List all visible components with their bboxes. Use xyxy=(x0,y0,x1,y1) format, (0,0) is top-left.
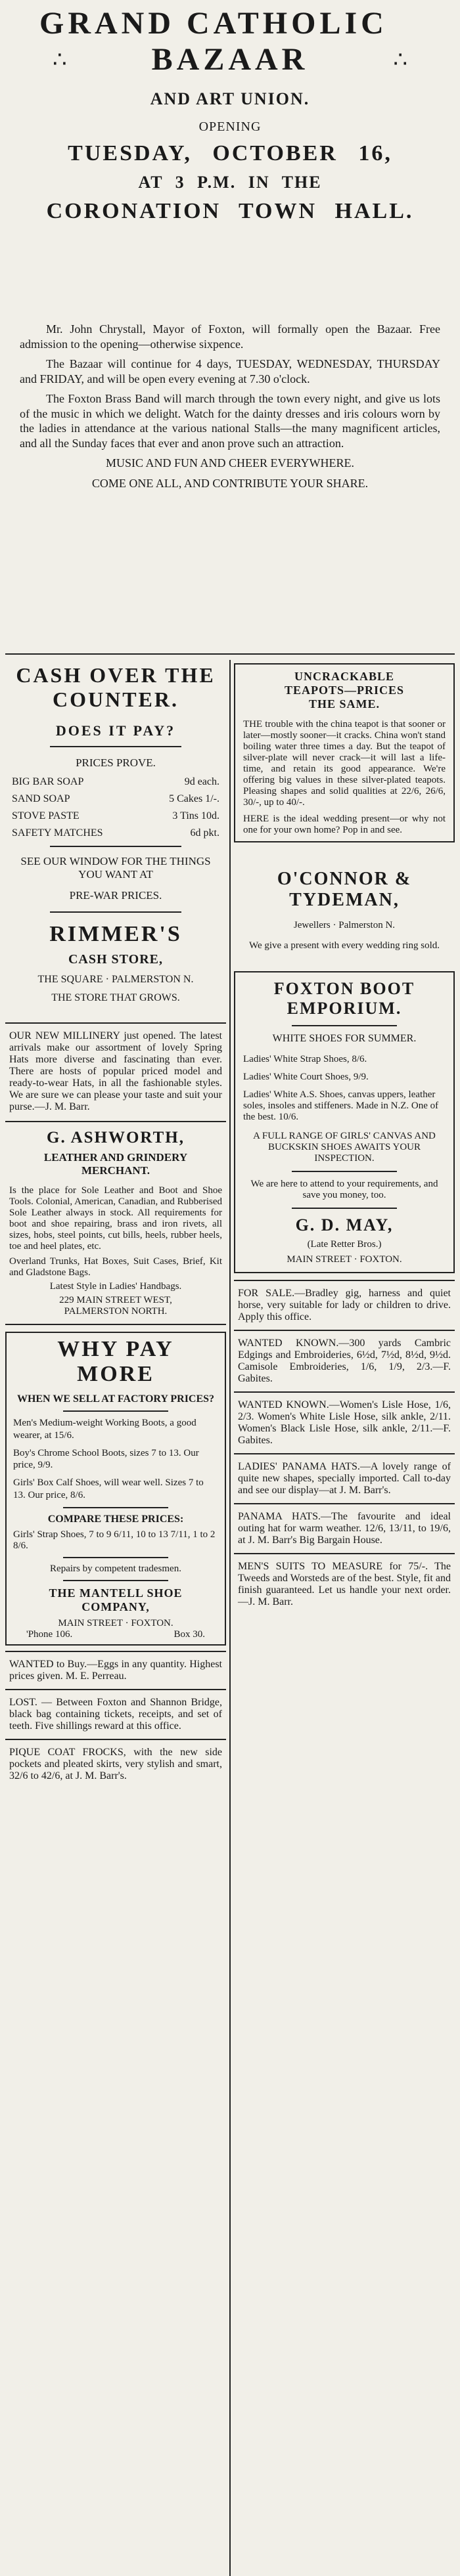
oconnor-n2: TYDEMAN, xyxy=(289,890,400,910)
panama2-ad: PANAMA HATS.—The favourite and ideal outing hat for warm weather. 12/6, 13/11, to 19/6, at J. M. Barr's Big Bargain House. xyxy=(238,1511,451,1546)
whypay-ad xyxy=(5,1332,226,1646)
millinery-ad: OUR NEW MILLINERY just opened. The latest arrivals make our assortment of lovely Spring Hats more diverse and fascinating than ever. There are hosts of popular priced model and ready-to-wear Hats, in all the fashionable styles. We are sure we can please your taste and suit your purse.—J. M. Barr. xyxy=(9,1030,222,1112)
bazaar-sub1: AND ART UNION. xyxy=(150,89,310,108)
fb-range: A FULL RANGE OF GIRLS' CANVAS AND BUCKSKIN SHOES AWAITS YOUR INSPECTION. xyxy=(253,1131,436,1164)
ashworth-p3: Latest Style in Ladies' Handbags. xyxy=(49,1281,182,1292)
cash-sep2 xyxy=(50,846,181,847)
whypay-addr: MAIN STREET · FOXTON. xyxy=(58,1617,173,1628)
column-divider xyxy=(229,660,231,2576)
ashworth-addr2: PALMERSTON NORTH. xyxy=(64,1306,168,1317)
lost-ad: LOST. — Between Foxton and Shannon Bridge, black bag containing tickets, receipts, and set of teeth. Five shillings reward at this office. xyxy=(9,1696,222,1732)
whypay-t2: MORE xyxy=(77,1362,154,1386)
fb-head: WHITE SHOES FOR SUMMER. xyxy=(272,1033,417,1044)
bazaar-p4: MUSIC AND FUN AND CHEER EVERYWHERE. xyxy=(105,456,355,469)
fb-sep2 xyxy=(292,1171,397,1172)
sep-left-4 xyxy=(5,1651,226,1652)
cash-item: SAND SOAP 5 Cakes 1/-. xyxy=(12,793,219,804)
bazaar-title-line1 xyxy=(0,5,460,41)
ashworth-p2: Overland Trunks, Hat Boxes, Suit Cases, Brief, Kit and Gladstone Bags. xyxy=(9,1256,222,1278)
sep-left-2 xyxy=(5,1121,226,1122)
sep-right-5 xyxy=(234,1503,455,1504)
whypay-items xyxy=(13,1417,218,1502)
fb-t2: EMPORIUM. xyxy=(287,999,402,1018)
whypay-sub: WHEN WE SELL AT FACTORY PRICES? xyxy=(16,1393,215,1405)
panama1-ad: LADIES' PANAMA HATS.—A lovely range of quite new shapes, specially imported. Call to-day and see our display—at J. M. Barr's. xyxy=(238,1461,451,1496)
teapots-ad xyxy=(234,663,455,842)
rimmer-tag: THE STORE THAT GROWS. xyxy=(51,992,180,1003)
rimmer-store: CASH STORE, xyxy=(68,952,163,967)
oconnor-ad xyxy=(234,869,455,951)
pique-ad: PIQUE COAT FROCKS, with the new side pockets and pleated skirts, very stylish and smart, 32/6 to 42/6, at J. M. Barr's. xyxy=(9,1746,222,1781)
whypay-girls: Girls' Strap Shoes, 7 to 9 6/11, 10 to 13 7/11, 1 to 2 8/6. xyxy=(13,1529,216,1551)
fb-sep xyxy=(292,1025,397,1026)
whypay-co2: COMPANY, xyxy=(81,1600,150,1613)
suits-ad: MEN'S SUITS TO MEASURE for 75/-. The Tweeds and Worsteds are of the best. Style, fit and finish guaranteed. Let us handle your next order.—J. M. Barr. xyxy=(238,1561,451,1607)
cash-see: SEE OUR WINDOW FOR THE THINGS YOU WANT AT xyxy=(20,855,211,881)
whypay-contact xyxy=(13,1629,218,1640)
whypay-sep3 xyxy=(63,1557,168,1558)
fb-i2: Ladies' White Court Shoes, 9/9. xyxy=(243,1072,369,1082)
cash-sep3 xyxy=(50,911,181,913)
bazaar-time: AT 3 P.M. IN THE xyxy=(138,173,322,192)
whypay-item: Men's Medium-weight Working Boots, a good wearer, at 15/6. xyxy=(13,1418,196,1441)
sep-left-3 xyxy=(5,1324,226,1325)
sep-left-6 xyxy=(5,1739,226,1740)
rimmer-name: RIMMER'S xyxy=(49,922,182,946)
whypay-phone: 'Phone 106. xyxy=(26,1628,73,1640)
teapots-p1: THE trouble with the china teapot is that sooner or later—mostly sooner—it cracks. China won't stand boiling water three times a day. But the teapot of silver-plate will never crack—it will last a life-time, and retain its good appearance. We're offering big values in these silver-plated teapots. Pleasing shapes and solid qualities at 22/6, 26/6, 30/-, up to 40/-. xyxy=(243,719,446,808)
oconnor-text: We give a present with every wedding ring sold. xyxy=(249,940,440,951)
cash-items xyxy=(12,776,219,839)
bazaar-title-line2 xyxy=(0,41,460,77)
sep-right-1 xyxy=(234,1280,455,1281)
ashworth-trade: LEATHER AND GRINDERY MERCHANT. xyxy=(43,1151,188,1177)
teapots-t2: TEAPOTS—PRICES xyxy=(284,684,405,697)
bazaar-title2: BAZAAR xyxy=(151,42,309,77)
bazaar-ad xyxy=(0,5,460,224)
cash-prices: PRICES PROVE. xyxy=(76,756,156,769)
fb-addr: MAIN STREET · FOXTON. xyxy=(287,1254,402,1265)
whypay-sep xyxy=(63,1410,168,1412)
whypay-repairs: Repairs by competent tradesmen. xyxy=(50,1563,181,1574)
teapots-p2: HERE is the ideal wedding present—or why not one for your own home? Pop in and see. xyxy=(243,814,446,835)
sep-left-5 xyxy=(5,1689,226,1690)
bazaar-p2: The Bazaar will continue for 4 days, TUESDAY, WEDNESDAY, THURSDAY and FRIDAY, and will be open every evening at 7.30 o'clock. xyxy=(20,357,440,385)
whypay-item: Girls' Box Calf Shoes, will wear well. Sizes 7 to 13. Our price, 8/6. xyxy=(13,1477,204,1500)
cash-item: BIG BAR SOAP 9d each. xyxy=(12,776,219,787)
cash-question: DOES IT PAY? xyxy=(55,722,176,739)
bazaar-opening: OPENING xyxy=(198,120,262,134)
wanted2-ad: WANTED KNOWN.—Women's Lisle Hose, 1/6, 2/3. Women's White Lisle Hose, silk ankle, 2/11. Women's Black Lisle Hose, silk ankle, 2/11.—F. Gabites. xyxy=(238,1399,451,1446)
oconnor-n1: O'CONNOR & xyxy=(277,869,412,889)
fb-i1: Ladies' White Strap Shoes, 8/6. xyxy=(243,1054,367,1064)
teapots-t1: UNCRACKABLE xyxy=(294,670,394,683)
bazaar-title1: GRAND CATHOLIC xyxy=(39,6,388,41)
sep-right-3 xyxy=(234,1391,455,1393)
oconnor-sub: Jewellers · Palmerston N. xyxy=(293,920,396,930)
wanted1-ad: WANTED KNOWN.—300 yards Cambric Edgings and Embroideries, 6½d, 7½d, 8½d, 9½d. Camisole Embroideries, 1/6, 1/9, 2/3.—F. Gabites. xyxy=(238,1338,451,1384)
dots-right: ∴ xyxy=(393,47,407,72)
cash-ad xyxy=(5,663,226,1004)
whypay-item: Boy's Chrome School Boots, sizes 7 to 13. Our price, 9/9. xyxy=(13,1447,199,1471)
fb-attend: We are here to attend to your requirements, and save you money, too. xyxy=(250,1179,438,1200)
bazaar-body xyxy=(20,322,440,496)
cash-title1: CASH OVER THE xyxy=(16,663,216,687)
ashworth-name: G. ASHWORTH, xyxy=(47,1129,185,1146)
bazaar-date: TUESDAY, OCTOBER 16, xyxy=(68,141,392,165)
teapots-t3: THE SAME. xyxy=(308,697,380,710)
foxtonboot-ad xyxy=(234,971,455,1273)
sep-right-4 xyxy=(234,1453,455,1454)
cash-item: STOVE PASTE 3 Tins 10d. xyxy=(12,810,219,821)
bazaar-p1: Mr. John Chrystall, Mayor of Foxton, will formally open the Bazaar. Free admission to the opening—otherwise sixpence. xyxy=(20,322,440,351)
fb-sep3 xyxy=(292,1208,397,1209)
whypay-box: Box 30. xyxy=(173,1628,205,1640)
whypay-sep4 xyxy=(63,1580,168,1581)
forsale-ad: FOR SALE.—Bradley gig, harness and quiet horse, very suitable for lady or children to drive. Apply this office. xyxy=(238,1288,451,1322)
cash-item: SAFETY MATCHES 6d pkt. xyxy=(12,827,219,839)
eggs-ad: WANTED to Buy.—Eggs in any quantity. Highest prices given. M. E. Perreau. xyxy=(9,1658,222,1682)
fb-i3: Ladies' White A.S. Shoes, canvas uppers, leather soles, insoles and stiffeners. Made in N.Z. One of the best. 10/6. xyxy=(243,1089,439,1122)
cash-title2: COUNTER. xyxy=(52,688,179,711)
whypay-sep2 xyxy=(63,1507,168,1508)
left-column xyxy=(5,663,226,1782)
sep-left-1 xyxy=(5,1022,226,1024)
rimmer-addr: THE SQUARE · PALMERSTON N. xyxy=(37,974,194,985)
sep-right-6 xyxy=(234,1553,455,1554)
bazaar-venue: CORONATION TOWN HALL. xyxy=(46,199,414,223)
whypay-co1: THE MANTELL SHOE xyxy=(49,1586,183,1600)
whypay-t1: WHY PAY xyxy=(57,1337,174,1361)
bazaar-p3: The Foxton Brass Band will march through the town every night, and give us lots of the music in which we delight. Watch for the dainty dresses and iris colours worn by the ladies in attendance at the various national Stalls—the many magnificent articles, and all the Sunday faces that ever and anon prove such an attraction. xyxy=(20,392,440,450)
sep-right-2 xyxy=(234,1330,455,1331)
bazaar-p5: COME ONE ALL, AND CONTRIBUTE YOUR SHARE. xyxy=(91,476,369,490)
fb-t1: FOXTON BOOT xyxy=(273,979,415,998)
dots-left: ∴ xyxy=(53,47,67,72)
cash-sep xyxy=(50,746,181,747)
fb-late: (Late Retter Bros.) xyxy=(307,1239,382,1250)
whypay-compare: COMPARE THESE PRICES: xyxy=(47,1513,184,1525)
ashworth-addr1: 229 MAIN STREET WEST, xyxy=(59,1295,172,1305)
right-column xyxy=(234,663,455,1608)
divider-top xyxy=(5,653,455,655)
cash-prewar: PRE-WAR PRICES. xyxy=(69,889,162,902)
fb-name: G. D. MAY, xyxy=(295,1215,394,1234)
ashworth-p1: Is the place for Sole Leather and Boot and Shoe Tools. Colonial, American, Canadian, and Rubberised Sole Leather always in stock. All requirements for boot and shoe repairing, brass and iron rivets, all sizes, hobs, steel points, cut bills, heels, rubber heels, toe and heel plates, etc. xyxy=(9,1185,222,1252)
ashworth-ad xyxy=(5,1129,226,1317)
